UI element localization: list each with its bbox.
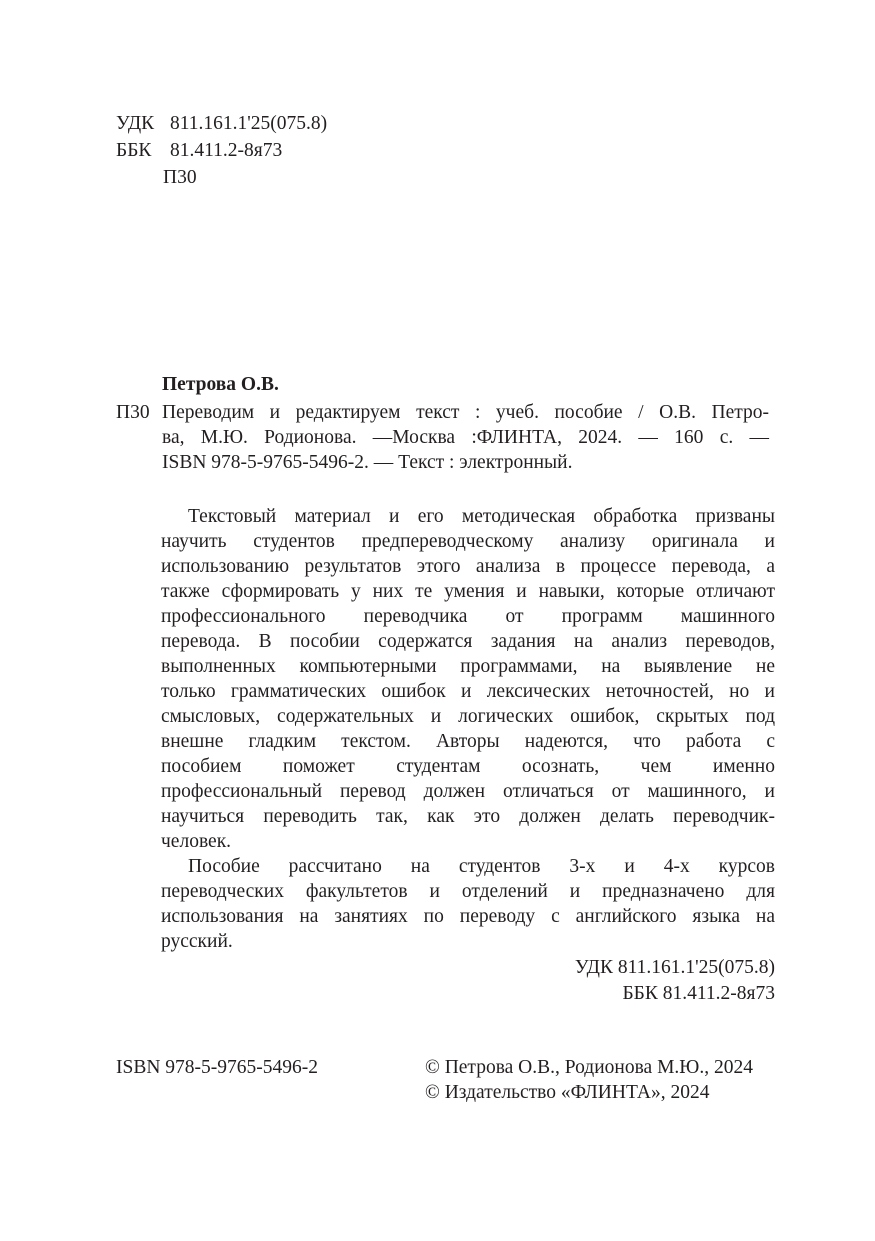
- annotation-line: научиться переводить так, как это должен делать переводчик-: [161, 806, 775, 827]
- bib-line: ва, М.Ю. Родионова. —Москва :ФЛИНТА, 2024. — 160 с. —: [162, 427, 769, 448]
- bbk-label: ББК: [116, 140, 152, 161]
- annotation-line: Пособие рассчитано на студентов 3-х и 4-х курсов: [188, 856, 775, 877]
- annotation-line: переводческих факультетов и отделений и предназначено для: [161, 881, 775, 902]
- author-mark: П30: [163, 167, 197, 188]
- bib-line: Переводим и редактируем текст : учеб. пособие / О.В. Петро-: [162, 402, 769, 423]
- annotation-line: профессиональный перевод должен отличаться от машинного, и: [161, 781, 775, 802]
- bib-line: ISBN 978-5-9765-5496-2. — Текст : электронный.: [162, 452, 573, 473]
- copyright-publisher: © Издательство «ФЛИНТА», 2024: [425, 1082, 710, 1103]
- isbn: ISBN 978-5-9765-5496-2: [116, 1057, 319, 1078]
- udk-label: УДК: [116, 113, 155, 134]
- annotation-line: использованию результатов этого анализа в процессе перевода, а: [161, 556, 775, 577]
- annotation-line: также сформировать у них те умения и навыки, которые отличают: [161, 581, 775, 602]
- annotation-line: пособием поможет студентам осознать, чем именно: [161, 756, 775, 777]
- annotation-line: только грамматических ошибок и лексических неточностей, но и: [161, 681, 775, 702]
- annotation-line: использования на занятиях по переводу с английского языка на: [161, 906, 775, 927]
- annotation-line: профессионального переводчика от программ машинного: [161, 606, 775, 627]
- annotation-line: перевода. В пособии содержатся задания на анализ переводов,: [161, 631, 775, 652]
- annotation-line: выполненных компьютерными программами, на выявление не: [161, 656, 775, 677]
- annotation-line: смысловых, содержательных и логических ошибок, скрытых под: [161, 706, 775, 727]
- annotation-line: человек.: [161, 831, 232, 852]
- udk-value: 811.161.1'25(075.8): [170, 113, 328, 134]
- bib-author-mark: П30: [116, 402, 150, 423]
- bbk-value: 81.411.2-8я73: [170, 140, 283, 161]
- annotation-line: Текстовый материал и его методическая обработка призваны: [188, 506, 775, 527]
- annotation-line: научить студентов предпереводческому анализу оригинала и: [161, 531, 775, 552]
- annotation-udk: УДК 811.161.1'25(075.8): [574, 957, 775, 978]
- bib-author: Петрова О.В.: [162, 374, 279, 395]
- annotation-line: русский.: [161, 931, 233, 952]
- annotation-line: внешне гладким текстом. Авторы надеются, что работа с: [161, 731, 775, 752]
- copyright-authors: © Петрова О.В., Родионова М.Ю., 2024: [425, 1057, 753, 1078]
- annotation-bbk: ББК 81.411.2-8я73: [622, 983, 775, 1004]
